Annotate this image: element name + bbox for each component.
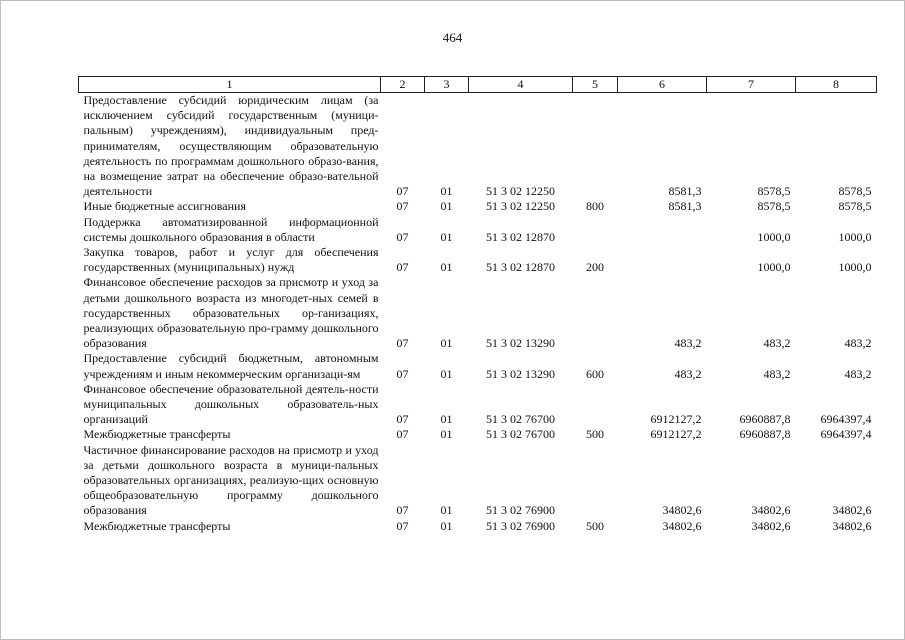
section-code: 07 (396, 503, 409, 518)
target-article-code: 51 3 02 12250 (486, 199, 555, 214)
target-article-code: 51 3 02 76700 (486, 412, 555, 427)
amount-col6: 483,2 (674, 336, 702, 351)
row-description: Межбюджетные трансферты (83, 427, 231, 442)
section-code: 07 (396, 229, 409, 244)
amount-col6 (618, 245, 707, 275)
amount-col7: 483,2 (763, 366, 791, 381)
table-row (79, 245, 877, 275)
amount-col7: 6960887,8 (739, 427, 791, 442)
column-header: 1 (79, 77, 381, 93)
row-description: Закупка товаров, работ и услуг для обеспечения государственных (муниципальных) нужд (83, 245, 379, 275)
subsection-code: 01 (440, 427, 453, 442)
subsection-code: 01 (440, 366, 453, 381)
subsection-code: 01 (440, 229, 453, 244)
section-code: 07 (396, 366, 409, 381)
amount-col6: 8581,3 (668, 184, 702, 199)
target-article-code: 51 3 02 76900 (486, 503, 555, 518)
column-header: 8 (796, 77, 877, 93)
row-description: Межбюджетные трансферты (83, 518, 231, 533)
amount-col8: 6964397,4 (820, 427, 872, 442)
target-article-code: 51 3 02 76900 (486, 518, 555, 533)
amount-col8: 483,2 (844, 366, 872, 381)
amount-col6: 34802,6 (662, 503, 702, 518)
amount-col6: 6912127,2 (650, 427, 702, 442)
amount-col6: 34802,6 (662, 518, 702, 533)
amount-col7: 1000,0 (757, 229, 791, 244)
amount-col7: 8578,5 (757, 199, 791, 214)
subsection-code: 01 (440, 184, 453, 199)
subsection-code: 01 (440, 518, 453, 533)
row-description: Предоставление субсидий юридическим лицам (за исключением субсидий государственным (муници-пальным) учреждениям), индивидуальным пред-принимателям, осуществляющим образовательную деятельность по программам дошкольного образо-вания, на возмещение затрат на обеспечение образо-вательной деятельности (83, 93, 379, 199)
expense-type-code (573, 275, 618, 351)
target-article-code: 51 3 02 12250 (486, 184, 555, 199)
amount-col7: 1000,0 (757, 260, 791, 275)
column-header: 5 (573, 77, 618, 93)
row-description: Предоставление субсидий бюджетным, автономным учреждениям и иным некоммерческим организаци-ям (83, 351, 379, 381)
subsection-code: 01 (440, 503, 453, 518)
column-header: 7 (707, 77, 796, 93)
amount-col7: 483,2 (763, 336, 791, 351)
target-article-code: 51 3 02 12870 (486, 229, 555, 244)
target-article-code: 51 3 02 13290 (486, 336, 555, 351)
column-header: 2 (381, 77, 425, 93)
table-row (79, 215, 877, 245)
section-code: 07 (396, 518, 409, 533)
amount-col8: 34802,6 (832, 518, 872, 533)
subsection-code: 01 (440, 336, 453, 351)
section-code: 07 (396, 199, 409, 214)
amount-col7: 6960887,8 (739, 412, 791, 427)
expense-type-code (573, 93, 618, 200)
column-header: 3 (425, 77, 469, 93)
expense-type-code (573, 382, 618, 428)
subsection-code: 01 (440, 260, 453, 275)
amount-col7: 34802,6 (751, 518, 791, 533)
amount-col8: 8578,5 (838, 184, 872, 199)
amount-col8: 1000,0 (838, 229, 872, 244)
section-code: 07 (396, 412, 409, 427)
table-row (79, 93, 877, 200)
amount-col6: 483,2 (674, 366, 702, 381)
amount-col6: 6912127,2 (650, 412, 702, 427)
amount-col6: 8581,3 (668, 199, 702, 214)
expense-type-code: 200 (586, 260, 604, 275)
page-number: 464 (442, 30, 463, 45)
column-header: 4 (469, 77, 573, 93)
section-code: 07 (396, 336, 409, 351)
target-article-code: 51 3 02 12870 (486, 260, 555, 275)
expense-type-code: 500 (586, 427, 604, 442)
row-description: Частичное финансирование расходов на присмотр и уход за детьми дошкольного возраста в муници-пальных образовательных организациях, реализую-щих основную общеобразовательную программу дошкольного образования (83, 442, 379, 518)
section-code: 07 (396, 184, 409, 199)
table-header-row (79, 77, 877, 93)
amount-col8: 483,2 (844, 336, 872, 351)
expense-type-code: 800 (586, 199, 604, 214)
table-row (79, 519, 877, 534)
table-row (79, 382, 877, 428)
budget-table (78, 76, 877, 534)
row-description: Иные бюджетные ассигнования (83, 199, 246, 214)
amount-col6 (618, 215, 707, 245)
row-description: Поддержка автоматизированной информационной системы дошкольного образования в области (83, 214, 379, 244)
target-article-code: 51 3 02 13290 (486, 366, 555, 381)
section-code: 07 (396, 260, 409, 275)
table-row (79, 427, 877, 442)
table-row (79, 443, 877, 519)
amount-col8: 8578,5 (838, 199, 872, 214)
expense-type-code: 600 (586, 366, 604, 381)
amount-col8: 1000,0 (838, 260, 872, 275)
table-row (79, 199, 877, 214)
row-description: Финансовое обеспечение расходов за присмотр и уход за детьми дошкольного возраста из многодет-ных семей в государственных образовательных ор-ганизациях, реализующих образовательную про-грамму дошкольного образования (83, 275, 379, 351)
subsection-code: 01 (440, 412, 453, 427)
amount-col7: 8578,5 (757, 184, 791, 199)
expense-type-code: 500 (586, 518, 604, 533)
subsection-code: 01 (440, 199, 453, 214)
target-article-code: 51 3 02 76700 (486, 427, 555, 442)
section-code: 07 (396, 427, 409, 442)
expense-type-code (573, 443, 618, 519)
table-row (79, 275, 877, 351)
amount-col7: 34802,6 (751, 503, 791, 518)
row-description: Финансовое обеспечение образовательной деятель-ности муниципальных дошкольных образователь-ных организаций (83, 381, 379, 427)
expense-type-code (573, 215, 618, 245)
amount-col8: 34802,6 (832, 503, 872, 518)
amount-col8: 6964397,4 (820, 412, 872, 427)
column-header: 6 (618, 77, 707, 93)
table-row (79, 351, 877, 381)
